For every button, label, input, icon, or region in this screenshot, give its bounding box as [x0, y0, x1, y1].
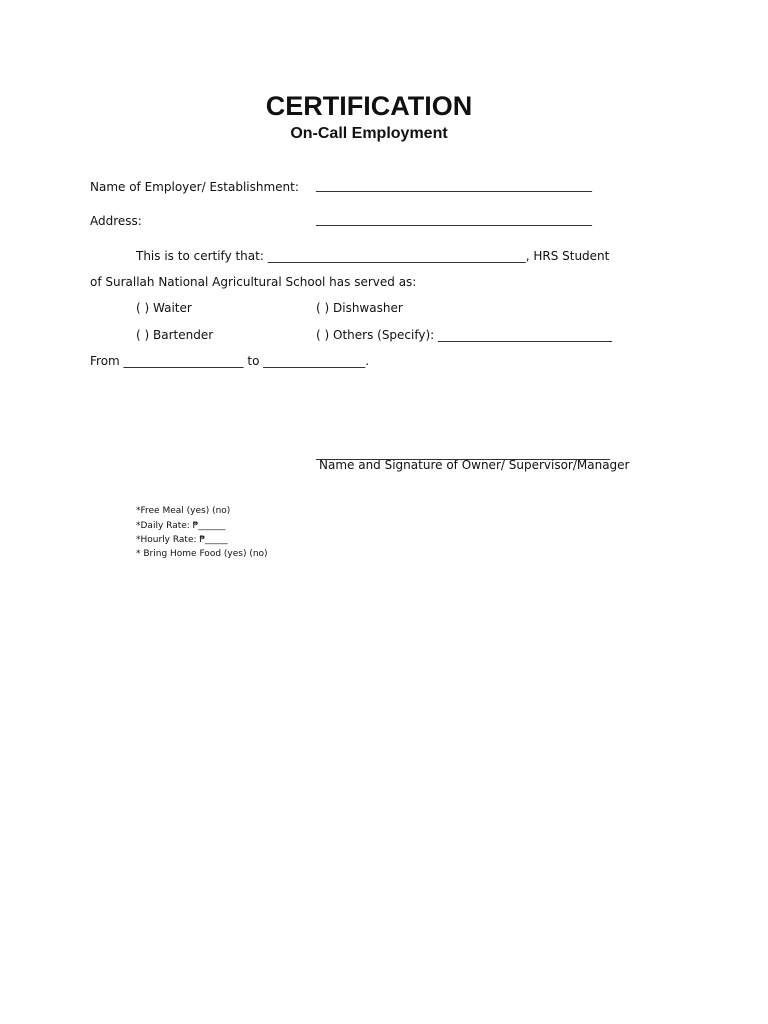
note-daily-rate: *Daily Rate: ₱______	[136, 521, 226, 531]
address-label: Address:	[90, 214, 142, 228]
employer-blank: ______________________________________________	[316, 178, 592, 192]
employer-label: Name of Employer/ Establishment:	[90, 180, 299, 194]
note-free-meal: *Free Meal (yes) (no)	[136, 506, 231, 516]
signature-blank: _________________________________________________	[316, 446, 610, 460]
page-subtitle: On-Call Employment	[290, 125, 448, 142]
page-title: CERTIFICATION	[265, 91, 473, 121]
note-bring-home-food: * Bring Home Food (yes) (no)	[136, 549, 268, 559]
address-blank: ______________________________________________	[316, 212, 592, 226]
option-waiter: ( ) Waiter	[136, 301, 192, 315]
school-line: of Surallah National Agricultural School has served as:	[90, 275, 417, 289]
certify-line: This is to certify that: ___________________________________________, HRS Student	[136, 249, 610, 263]
signature-label: Name and Signature of Owner/ Supervisor/Manager	[319, 458, 630, 472]
option-dishwasher: ( ) Dishwasher	[316, 301, 403, 315]
period-line: From ____________________ to _________________.	[90, 354, 370, 368]
note-hourly-rate: *Hourly Rate: ₱_____	[136, 535, 228, 545]
option-others: ( ) Others (Specify): _____________________________	[316, 328, 613, 342]
option-bartender: ( ) Bartender	[136, 328, 214, 342]
